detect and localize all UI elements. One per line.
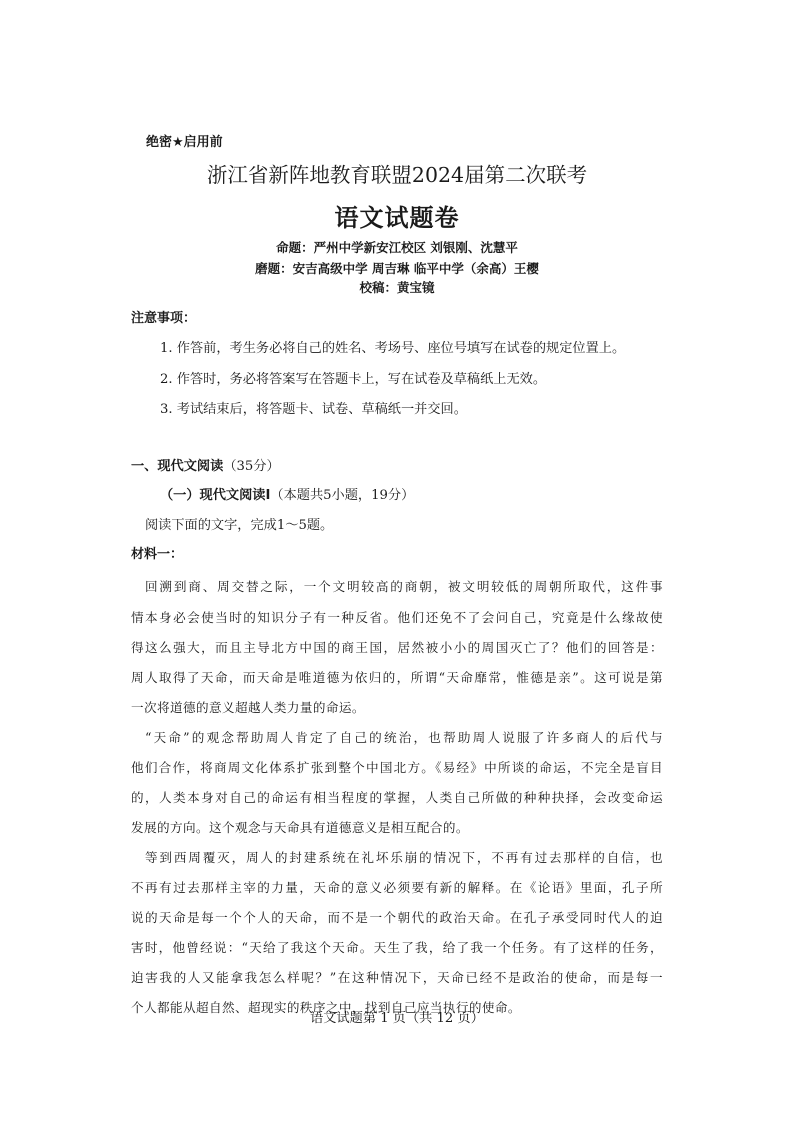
exam-title: 浙江省新阵地教育联盟2024届第二次联考 <box>206 163 588 187</box>
passage-line: “天命”的观念帮助周人肯定了自己的统治，也帮助周人说服了许多商人的后代与 <box>145 730 663 745</box>
notice-item: 1. 作答前，考生务必将自己的姓名、考场号、座位号填写在试卷的规定位置上。 <box>160 341 626 356</box>
reading-instruction: 阅读下面的文字，完成1～5题。 <box>145 518 334 533</box>
material-label: 材料一： <box>131 547 184 562</box>
page-footer: 语文试题第 1 页（共 12 页） <box>310 1011 484 1026</box>
section-title: 一、现代文阅读 <box>131 459 224 474</box>
credit-reviewer: 磨题：安吉高级中学 周吉琳 临平中学（余高）王樱 <box>255 261 539 276</box>
passage-line: 情本身必会使当时的知识分子有一种反省。他们还免不了会问自己，究竟是什么缘故使 <box>131 610 663 625</box>
notice-item: 3. 考试结束后，将答题卡、试卷、草稿纸一并交回。 <box>160 402 467 417</box>
paper-title: 语文试题卷 <box>334 204 460 232</box>
passage-line: 等到西周覆灭，周人的封建系统在礼坏乐崩的情况下，不再有过去那样的自信，也 <box>145 850 663 865</box>
notice-heading: 注意事项： <box>131 311 197 326</box>
passage-line: 害时，他曾经说：“天给了我这个天命。天生了我，给了我一个任务。有了这样的任务， <box>131 940 663 955</box>
section-score: （35分） <box>223 459 280 474</box>
passage-line: 得这么强大，而且主导北方中国的商王国，居然被小小的周国灭亡了？他们的回答是： <box>131 640 663 655</box>
passage-line: 不再有过去那样主宰的力量，天命的意义必须要有新的解释。在《论语》里面，孔子所 <box>131 880 663 895</box>
notice-item: 2. 作答时，务必将答案写在答题卡上，写在试卷及草稿纸上无效。 <box>160 372 547 387</box>
subsection-detail: （本题共5小题，19分） <box>270 488 415 503</box>
passage-line: 的，人类本身对自己的命运有相当程度的掌握，人类自己所做的种种抉择，会改变命运 <box>131 790 663 805</box>
subsection-title: （一）现代文阅读Ⅰ <box>160 488 271 503</box>
passage-line: 回溯到商、周交替之际，一个文明较高的商朝，被文明较低的周朝所取代，这件事 <box>145 579 663 594</box>
confidential-mark: 绝密★启用前 <box>146 135 223 150</box>
passage-line: 周人取得了天命，而天命是唯道德为依归的，所谓“天命靡常，惟德是亲”。这可说是第 <box>131 670 663 685</box>
passage-line: 迫害我的人又能拿我怎么样呢？”在这种情况下，天命已经不是政治的使命，而是每一 <box>131 970 663 985</box>
passage-line: 个人都能从超自然、超现实的秩序之中，找到自己应当执行的使命。 <box>131 1000 521 1015</box>
section-heading <box>131 455 280 474</box>
passage-line: 发展的方向。这个观念与天命具有道德意义是相互配合的。 <box>131 820 469 835</box>
passage-line: 一次将道德的意义超越人类力量的命运。 <box>131 700 365 715</box>
credit-setter: 命题：严州中学新安江校区 刘银刚、沈慧平 <box>276 240 518 255</box>
credit-proofreader: 校稿：黄宝镜 <box>359 280 435 295</box>
passage-line: 他们合作，将商周文化体系扩张到整个中国北方。《易经》中所谈的命运，不完全是盲目 <box>131 760 663 775</box>
passage-line: 说的天命是每一个个人的天命，而不是一个朝代的政治天命。在孔子承受同时代人的迫 <box>131 910 663 925</box>
subsection-heading <box>160 484 414 503</box>
